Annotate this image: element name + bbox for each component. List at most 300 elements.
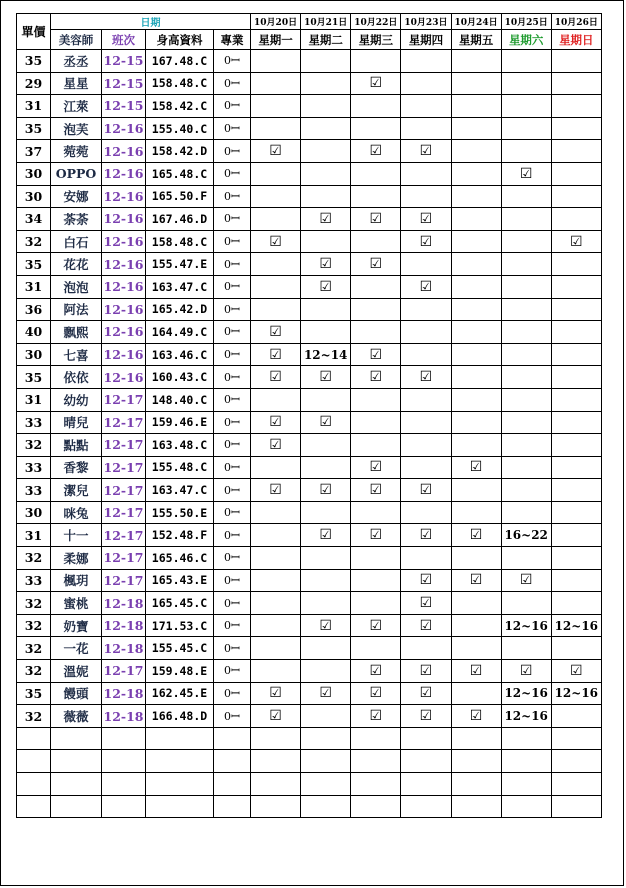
checkbox-icon-cell: [251, 230, 301, 253]
class-cell: 12-16: [102, 253, 146, 276]
price-cell: 29: [17, 72, 51, 95]
table-row: [17, 682, 602, 705]
checkbox-icon-cell: [401, 479, 451, 502]
day-cell: [251, 501, 301, 524]
checkbox-icon-cell: [551, 660, 601, 683]
checkbox-icon-cell: [501, 162, 551, 185]
day-cell: [451, 411, 501, 434]
specialty-cell: 0ꟷ: [214, 72, 251, 95]
checkbox-icon: ☑: [369, 482, 383, 499]
day-cell: [301, 434, 351, 457]
class-cell: 12-17: [102, 434, 146, 457]
checkbox-icon-cell: [301, 366, 351, 389]
price-cell: 32: [17, 592, 51, 615]
height-cell: 167.46.D: [146, 208, 214, 231]
day-cell: [351, 411, 401, 434]
checkbox-icon-cell: [451, 660, 501, 683]
checkbox-icon-cell: [351, 366, 401, 389]
day-cell: [451, 298, 501, 321]
day-cell: [351, 501, 401, 524]
price-cell: 31: [17, 388, 51, 411]
checkbox-icon: ☑: [269, 414, 282, 431]
name-cell: 香黎: [51, 456, 102, 479]
day-cell: [401, 117, 451, 140]
weekday-header-saturday: 星期六: [501, 30, 551, 50]
height-cell: 167.48.C: [146, 50, 214, 73]
weekday-header-sunday: 星期日: [551, 30, 601, 50]
empty-row: [17, 773, 602, 796]
header-row-dates: [17, 14, 602, 30]
height-cell: 166.48.D: [146, 705, 214, 728]
name-cell: 十一: [51, 524, 102, 547]
checkbox-icon: ☑: [269, 369, 282, 386]
empty-cell: [102, 773, 146, 796]
height-cell: 158.48.C: [146, 72, 214, 95]
checkbox-icon: ☑: [269, 708, 282, 725]
day-cell: [501, 140, 551, 163]
price-cell: 33: [17, 569, 51, 592]
day-cell: [351, 547, 401, 570]
day-cell: [401, 95, 451, 118]
weekday-header: 星期五: [451, 30, 501, 50]
day-cell: [401, 547, 451, 570]
day-cell: [301, 140, 351, 163]
class-cell: 12-16: [102, 208, 146, 231]
checkbox-icon: ☑: [319, 617, 332, 634]
empty-cell: [401, 727, 451, 750]
empty-cell: [214, 750, 251, 773]
checkbox-icon-cell: [401, 366, 451, 389]
day-cell: [401, 434, 451, 457]
day-cell: [501, 117, 551, 140]
checkbox-icon-cell: [301, 253, 351, 276]
day-cell: [351, 95, 401, 118]
checkbox-icon-cell: [301, 682, 351, 705]
day-cell: [551, 501, 601, 524]
table-row: [17, 72, 602, 95]
day-cell: [551, 456, 601, 479]
specialty-cell: 0ꟷ: [214, 208, 251, 231]
empty-cell: [146, 750, 214, 773]
empty-cell: [251, 750, 301, 773]
checkbox-icon: ☑: [369, 346, 383, 363]
checkbox-icon-cell: [351, 72, 401, 95]
height-cell: 164.49.C: [146, 321, 214, 344]
empty-cell: [451, 773, 501, 796]
checkbox-icon-cell: [401, 275, 451, 298]
height-cell: 159.46.E: [146, 411, 214, 434]
empty-cell: [214, 773, 251, 796]
specialty-cell: 0ꟷ: [214, 569, 251, 592]
date-header: 10月23日: [401, 14, 451, 30]
class-cell: 12-18: [102, 614, 146, 637]
height-cell: 163.47.C: [146, 479, 214, 502]
class-cell: 12-17: [102, 524, 146, 547]
table-row: [17, 705, 602, 728]
price-cell: 32: [17, 434, 51, 457]
day-cell: [501, 366, 551, 389]
class-cell: 12-16: [102, 117, 146, 140]
checkbox-icon: ☑: [269, 436, 282, 453]
day-cell: [501, 321, 551, 344]
checkbox-icon: ☑: [319, 369, 332, 386]
checkbox-icon-cell: [301, 275, 351, 298]
checkbox-icon-cell: [351, 682, 401, 705]
specialty-cell: 0ꟷ: [214, 253, 251, 276]
empty-cell: [501, 773, 551, 796]
day-cell: [351, 388, 401, 411]
day-cell: [551, 275, 601, 298]
day-cell: [451, 501, 501, 524]
day-cell: [501, 456, 551, 479]
specialty-cell: 0ꟷ: [214, 95, 251, 118]
day-cell: [251, 50, 301, 73]
day-cell: [301, 569, 351, 592]
date-header: 10月22日: [351, 14, 401, 30]
empty-cell: [17, 795, 51, 818]
day-cell: [451, 72, 501, 95]
checkbox-icon-cell: [251, 343, 301, 366]
day-cell: [501, 547, 551, 570]
height-cell: 155.48.C: [146, 456, 214, 479]
empty-cell: [51, 773, 102, 796]
day-cell: [551, 479, 601, 502]
table-row: [17, 456, 602, 479]
checkbox-icon: ☑: [519, 165, 533, 182]
height-cell: 159.48.E: [146, 660, 214, 683]
checkbox-icon: ☑: [419, 527, 433, 544]
specialty-header: 專業: [214, 30, 251, 50]
day-cell: [251, 208, 301, 231]
header-row-labels: [17, 30, 602, 50]
day-cell: [451, 682, 501, 705]
checkbox-icon-cell: [401, 614, 451, 637]
day-cell: [301, 592, 351, 615]
empty-cell: [51, 750, 102, 773]
name-cell: 楓玥: [51, 569, 102, 592]
table-row: [17, 117, 602, 140]
checkbox-icon: ☑: [369, 527, 383, 544]
height-cell: 152.48.F: [146, 524, 214, 547]
day-cell: 16~22: [501, 524, 551, 547]
day-cell: [251, 547, 301, 570]
day-cell: [351, 230, 401, 253]
table-row: [17, 388, 602, 411]
name-cell: 晴兒: [51, 411, 102, 434]
empty-cell: [146, 773, 214, 796]
table-row: [17, 547, 602, 570]
empty-cell: [251, 795, 301, 818]
empty-cell: [551, 773, 601, 796]
checkbox-icon-cell: [251, 411, 301, 434]
day-cell: [251, 117, 301, 140]
checkbox-icon-cell: [451, 569, 501, 592]
day-cell: [251, 162, 301, 185]
empty-cell: [501, 750, 551, 773]
height-cell: 158.42.C: [146, 95, 214, 118]
checkbox-icon-cell: [251, 705, 301, 728]
table-row: [17, 569, 602, 592]
checkbox-icon: ☑: [369, 256, 383, 273]
day-cell: [301, 388, 351, 411]
day-cell: [401, 501, 451, 524]
class-cell: 12-17: [102, 660, 146, 683]
day-cell: [351, 298, 401, 321]
day-cell: [451, 185, 501, 208]
table-row: [17, 411, 602, 434]
day-cell: [501, 479, 551, 502]
checkbox-icon-cell: [301, 208, 351, 231]
day-cell: [301, 95, 351, 118]
name-cell: 丞丞: [51, 50, 102, 73]
checkbox-icon-cell: [501, 569, 551, 592]
day-cell: [551, 117, 601, 140]
table-row: [17, 95, 602, 118]
table-row: [17, 275, 602, 298]
class-cell: 12-16: [102, 140, 146, 163]
table-row: [17, 208, 602, 231]
day-cell: [451, 230, 501, 253]
name-cell: 薇薇: [51, 705, 102, 728]
day-cell: [401, 456, 451, 479]
specialty-cell: 0ꟷ: [214, 321, 251, 344]
day-cell: [351, 185, 401, 208]
empty-cell: [214, 727, 251, 750]
day-cell: [301, 547, 351, 570]
checkbox-icon-cell: [401, 569, 451, 592]
price-cell: 31: [17, 95, 51, 118]
checkbox-icon: ☑: [369, 617, 383, 634]
day-cell: [451, 547, 501, 570]
name-cell: 泡芙: [51, 117, 102, 140]
day-cell: [501, 637, 551, 660]
specialty-cell: 0ꟷ: [214, 660, 251, 683]
name-cell: 星星: [51, 72, 102, 95]
day-cell: [551, 50, 601, 73]
class-cell: 12-16: [102, 298, 146, 321]
specialty-cell: 0ꟷ: [214, 343, 251, 366]
specialty-cell: 0ꟷ: [214, 140, 251, 163]
checkbox-icon-cell: [251, 366, 301, 389]
table-row: [17, 185, 602, 208]
checkbox-icon: ☑: [419, 595, 433, 612]
checkbox-icon-cell: [451, 524, 501, 547]
class-cell: 12-16: [102, 275, 146, 298]
day-cell: [351, 117, 401, 140]
name-cell: OPPO: [51, 162, 102, 185]
empty-cell: [351, 727, 401, 750]
class-cell: 12-18: [102, 682, 146, 705]
day-cell: [551, 321, 601, 344]
day-cell: 12~16: [551, 614, 601, 637]
day-cell: [301, 230, 351, 253]
empty-cell: [501, 795, 551, 818]
empty-row: [17, 727, 602, 750]
checkbox-icon: ☑: [419, 143, 433, 160]
day-cell: [551, 637, 601, 660]
price-cell: 35: [17, 50, 51, 73]
checkbox-icon-cell: [401, 230, 451, 253]
weekday-header: 星期三: [351, 30, 401, 50]
table-row: [17, 434, 602, 457]
day-cell: [251, 569, 301, 592]
checkbox-icon: ☑: [369, 369, 383, 386]
table-row: [17, 343, 602, 366]
price-cell: 30: [17, 185, 51, 208]
name-cell: 點點: [51, 434, 102, 457]
price-cell: 33: [17, 411, 51, 434]
price-cell: 32: [17, 614, 51, 637]
checkbox-icon-cell: [351, 660, 401, 683]
day-cell: [501, 411, 551, 434]
empty-cell: [551, 795, 601, 818]
empty-cell: [214, 795, 251, 818]
checkbox-icon: ☑: [369, 662, 383, 679]
day-cell: [451, 434, 501, 457]
empty-cell: [17, 727, 51, 750]
day-cell: [251, 614, 301, 637]
specialty-cell: 0ꟷ: [214, 614, 251, 637]
date-group-header: 日期: [51, 14, 251, 30]
day-cell: [501, 388, 551, 411]
checkbox-icon: ☑: [369, 708, 383, 725]
empty-cell: [301, 773, 351, 796]
class-cell: 12-16: [102, 366, 146, 389]
day-cell: [251, 275, 301, 298]
checkbox-icon: ☑: [319, 414, 332, 431]
checkbox-icon: ☑: [570, 662, 583, 679]
checkbox-icon: ☑: [269, 143, 282, 160]
specialty-cell: 0ꟷ: [214, 366, 251, 389]
empty-cell: [51, 795, 102, 818]
empty-cell: [251, 727, 301, 750]
checkbox-icon-cell: [401, 682, 451, 705]
empty-cell: [102, 727, 146, 750]
checkbox-icon: ☑: [469, 459, 483, 476]
empty-cell: [351, 750, 401, 773]
day-cell: [401, 388, 451, 411]
price-cell: 40: [17, 321, 51, 344]
table-row: [17, 524, 602, 547]
day-cell: [551, 388, 601, 411]
day-cell: [401, 253, 451, 276]
day-cell: [251, 388, 301, 411]
checkbox-icon: ☑: [369, 685, 383, 702]
name-cell: 一花: [51, 637, 102, 660]
day-cell: [451, 50, 501, 73]
checkbox-icon-cell: [351, 524, 401, 547]
day-cell: [301, 705, 351, 728]
checkbox-icon-cell: [251, 682, 301, 705]
class-header: 班次: [102, 30, 146, 50]
checkbox-icon: ☑: [419, 482, 433, 499]
day-cell: [451, 388, 501, 411]
checkbox-icon: ☑: [419, 662, 433, 679]
checkbox-icon-cell: [301, 524, 351, 547]
day-cell: [251, 524, 301, 547]
specialty-cell: 0ꟷ: [214, 592, 251, 615]
height-cell: 165.42.D: [146, 298, 214, 321]
weekday-header: 星期二: [301, 30, 351, 50]
height-cell: 158.48.C: [146, 230, 214, 253]
day-cell: [401, 162, 451, 185]
specialty-cell: 0ꟷ: [214, 298, 251, 321]
day-cell: [301, 321, 351, 344]
empty-cell: [451, 795, 501, 818]
day-cell: [401, 411, 451, 434]
day-cell: [551, 547, 601, 570]
day-cell: [401, 637, 451, 660]
day-cell: [251, 72, 301, 95]
checkbox-icon: ☑: [419, 617, 433, 634]
name-cell: 白石: [51, 230, 102, 253]
empty-cell: [351, 773, 401, 796]
class-cell: 12-16: [102, 230, 146, 253]
checkbox-icon: ☑: [469, 662, 483, 679]
empty-cell: [17, 750, 51, 773]
checkbox-icon-cell: [351, 343, 401, 366]
empty-cell: [146, 795, 214, 818]
day-cell: [451, 117, 501, 140]
checkbox-icon-cell: [251, 434, 301, 457]
day-cell: [351, 162, 401, 185]
checkbox-icon: ☑: [269, 482, 282, 499]
day-cell: [251, 637, 301, 660]
day-cell: [401, 72, 451, 95]
height-cell: 155.50.E: [146, 501, 214, 524]
price-cell: 35: [17, 117, 51, 140]
price-cell: 30: [17, 162, 51, 185]
empty-cell: [251, 773, 301, 796]
height-cell: 155.40.C: [146, 117, 214, 140]
checkbox-icon: ☑: [570, 233, 583, 250]
price-cell: 32: [17, 660, 51, 683]
empty-cell: [102, 750, 146, 773]
day-cell: [251, 253, 301, 276]
day-cell: [501, 230, 551, 253]
price-cell: 32: [17, 230, 51, 253]
day-cell: [351, 275, 401, 298]
empty-cell: [501, 727, 551, 750]
name-cell: 咪兔: [51, 501, 102, 524]
table-row: [17, 479, 602, 502]
checkbox-icon: ☑: [469, 527, 483, 544]
checkbox-icon: ☑: [419, 278, 433, 295]
day-cell: [451, 366, 501, 389]
checkbox-icon-cell: [351, 456, 401, 479]
specialty-cell: 0ꟷ: [214, 162, 251, 185]
class-cell: 12-16: [102, 343, 146, 366]
name-cell: 饅頭: [51, 682, 102, 705]
class-cell: 12-15: [102, 95, 146, 118]
class-cell: 12-16: [102, 321, 146, 344]
schedule-table: [16, 13, 602, 818]
checkbox-icon-cell: [301, 479, 351, 502]
checkbox-icon: ☑: [269, 233, 282, 250]
checkbox-icon: ☑: [269, 685, 282, 702]
day-cell: [501, 298, 551, 321]
checkbox-icon-cell: [401, 208, 451, 231]
table-row: [17, 501, 602, 524]
empty-cell: [146, 727, 214, 750]
price-cell: 30: [17, 343, 51, 366]
class-cell: 12-18: [102, 705, 146, 728]
empty-cell: [451, 750, 501, 773]
class-cell: 12-17: [102, 479, 146, 502]
name-cell: 荼荼: [51, 208, 102, 231]
name-cell: 菀菀: [51, 140, 102, 163]
checkbox-icon: ☑: [369, 143, 383, 160]
